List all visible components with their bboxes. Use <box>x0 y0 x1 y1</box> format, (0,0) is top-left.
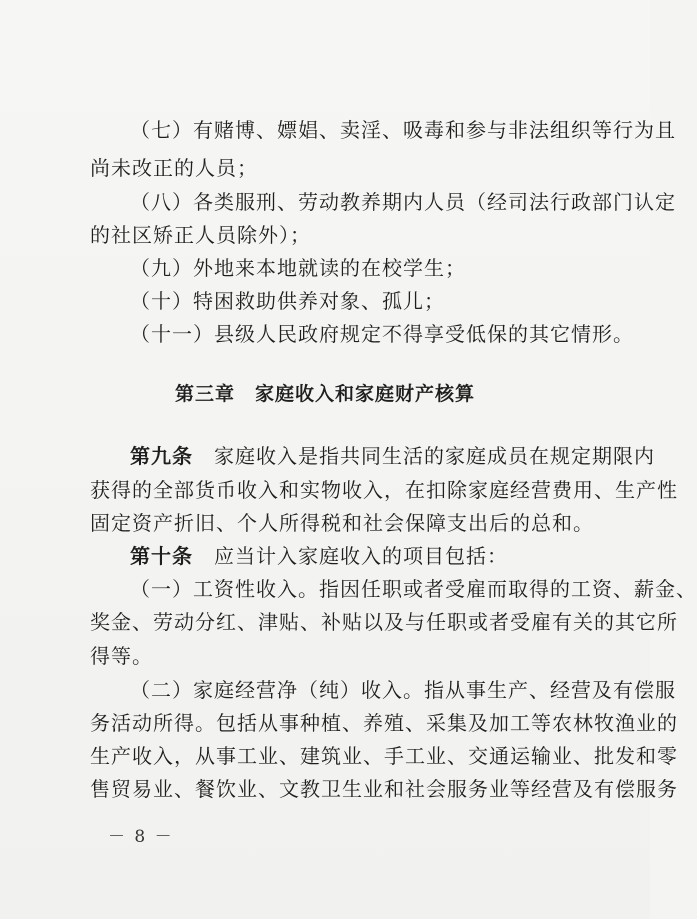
article-9-line-3: 固定资产折旧、个人所得税和社会保障支出后的总和。 <box>90 511 594 535</box>
income-1-line-2: 奖金、劳动分红、津贴、补贴以及与任职或者受雇有关的其它所 <box>90 610 678 634</box>
article-9-label: 第九条 <box>130 444 193 468</box>
item-7-line-2: 尚未改正的人员； <box>90 156 258 180</box>
item-11: （十一）县级人民政府规定不得享受低保的其它情形。 <box>130 322 634 346</box>
article-9-text: 家庭收入是指共同生活的家庭成员在规定期限内 <box>214 444 655 468</box>
article-10-line-1 <box>130 543 582 569</box>
income-2-line-4: 售贸易业、餐饮业、文教卫生业和社会服务业等经营及有偿服务 <box>90 777 678 801</box>
item-10: （十）特困救助供养对象、孤儿； <box>130 289 445 313</box>
income-2-line-2: 务活动所得。包括从事种植、养殖、采集及加工等农林牧渔业的 <box>90 711 678 735</box>
item-8-line-1: （八）各类服刑、劳动教养期内人员（经司法行政部门认定 <box>130 190 676 214</box>
article-9-line-1 <box>130 443 655 469</box>
page-number: － 8 － <box>108 827 174 847</box>
item-9: （九）外地来本地就读的在校学生； <box>130 256 466 280</box>
income-2-line-1: （二）家庭经营净（纯）收入。指从事生产、经营及有偿服 <box>130 678 676 702</box>
income-1-line-3: 得等。 <box>90 644 153 668</box>
article-10-label: 第十条 <box>130 544 193 568</box>
article-9-line-2: 获得的全部货币收入和实物收入，在扣除家庭经营费用、生产性 <box>90 478 678 502</box>
chapter-heading: 第三章 家庭收入和家庭财产核算 <box>174 383 475 405</box>
article-10-text: 应当计入家庭收入的项目包括： <box>214 544 508 568</box>
item-7-line-1: （七）有赌博、嫖娼、卖淫、吸毒和参与非法组织等行为且 <box>130 118 676 142</box>
item-8-line-2: 的社区矫正人员除外）； <box>90 223 311 247</box>
income-2-line-3: 生产收入，从事工业、建筑业、手工业、交通运输业、批发和零 <box>90 744 678 768</box>
income-1-line-1: （一）工资性收入。指因任职或者受雇而取得的工资、薪金、 <box>130 577 697 601</box>
